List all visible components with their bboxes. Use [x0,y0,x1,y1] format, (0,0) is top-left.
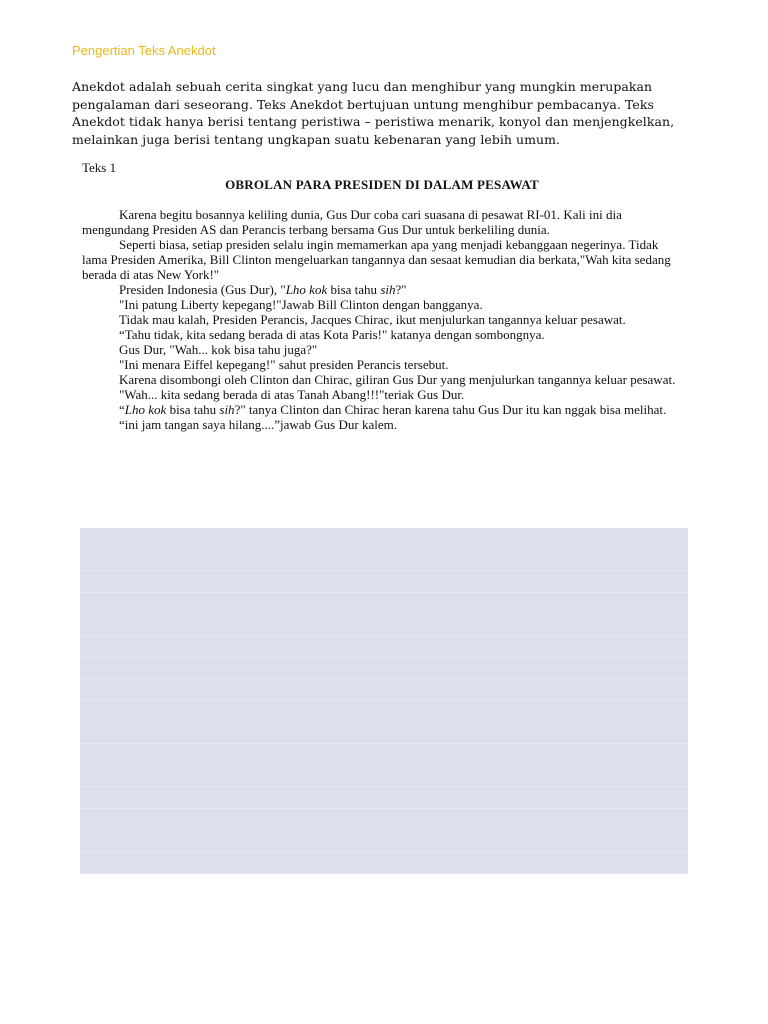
story-paragraph: Karena begitu bosannya keliling dunia, Gus Dur coba cari suasana di pesawat RI-01. Kali ini dia mengundang Presiden AS dan Perancis terbang bersama Gus Dur untuk berkeliling dunia. [82,207,622,237]
shaded-table-area [80,528,688,874]
text-run: “ [119,402,125,417]
text-run: bisa tahu [327,282,381,297]
text-label: Teks 1 [82,160,117,175]
italic-run: Lho kok [285,282,328,297]
italic-run: Lho kok [124,402,167,417]
story-paragraph: "Wah... kita sedang berada di atas Tanah Abang!!!"teriak Gus Dur. [119,387,465,402]
story-paragraph: Tidak mau kalah, Presiden Perancis, Jacques Chirac, ikut menjulurkan tangannya keluar pesawat. [119,312,626,327]
story-paragraph: Karena disombongi oleh Clinton dan Chirac, giliran Gus Dur yang menjulurkan tangannya keluar pesawat. [119,372,676,387]
text-run: ?" [395,282,407,297]
story-title: OBROLAN PARA PRESIDEN DI DALAM PESAWAT [225,177,539,192]
story-paragraph: Seperti biasa, setiap presiden selalu ingin memamerkan apa yang menjadi kebanggaan negerinya. Tidak lama Presiden Amerika, Bill Clinton mengeluarkan tangannya dan sesaat kemudian dia berkata,"Wah kita sedang berada di atas New York!" [82,237,671,282]
story-paragraph [82,282,682,297]
section-heading: Pengertian Teks Anekdot [72,43,216,58]
story-paragraph: "Ini patung Liberty kepegang!"Jawab Bill Clinton dengan bangganya. [119,297,483,312]
italic-run: sih [219,402,235,417]
text-run: bisa tahu [166,402,220,417]
story-paragraph: “Tahu tidak, kita sedang berada di atas Kota Paris!" katanya dengan sombongnya. [119,327,545,342]
intro-paragraph: Anekdot adalah sebuah cerita singkat yang lucu dan menghibur yang mungkin merupakan pengalaman dari seseorang. Teks Anekdot bertujuan untung menghibur pembacanya. Teks Anekdot tidak hanya berisi tentang peristiwa – peristiwa menarik, konyol dan menjengkelkan, melainkan juga berisi tentang ungkapan suatu kebenaran yang lebih umum. [72,79,675,147]
anecdote-text [82,160,682,432]
text-run: Presiden Indonesia (Gus Dur), " [119,282,286,297]
text-run: ?" tanya Clinton dan Chirac heran karena tahu Gus Dur itu kan nggak bisa melihat. [234,402,667,417]
story-paragraph [82,402,682,417]
italic-run: sih [380,282,396,297]
story-paragraph: "Ini menara Eiffel kepegang!" sahut presiden Perancis tersebut. [119,357,449,372]
story-paragraph: Gus Dur, "Wah... kok bisa tahu juga?" [119,342,318,357]
story-paragraph: “ini jam tangan saya hilang....”jawab Gus Dur kalem. [119,417,397,432]
